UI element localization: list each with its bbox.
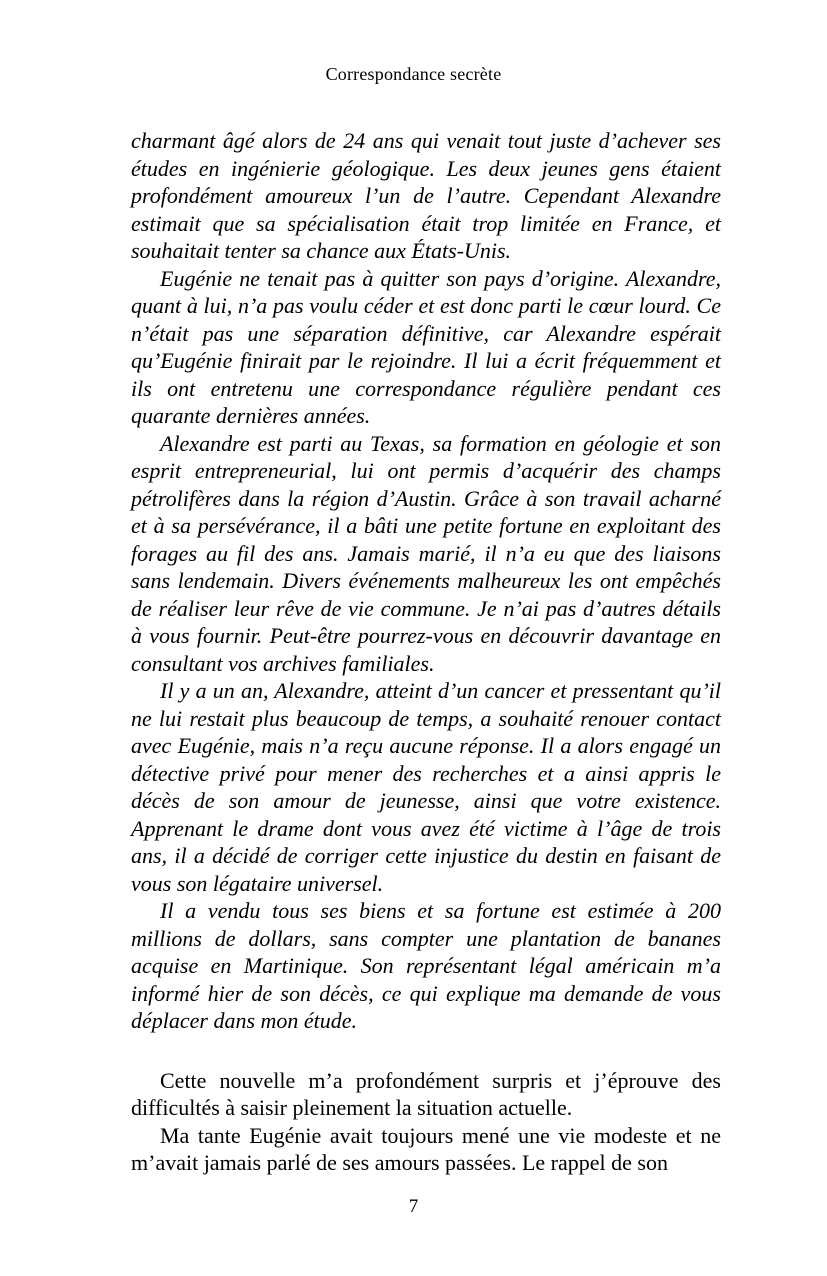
paragraph: Cette nouvelle m’a profondément surpris et j’éprouve des difficultés à saisir pleinement la situation actuelle.: [131, 1067, 721, 1120]
paragraph: Il a vendu tous ses biens et sa fortune est estimée à 200 millions de dollars, sans compter une plantation de bananes acquise en Martinique. Son représentant légal américain m’a informé hier de son décès, ce qui explique ma demande de vous déplacer dans mon étude.: [131, 898, 721, 1033]
paragraph: Alexandre est parti au Texas, sa formation en géologie et son esprit entrepreneurial, lui ont permis d’acquérir des champs pétrolifères dans la région d’Austin. Grâce à son travail acharné et à sa persévérance, il a bâti une petite fortune en exploitant des forages au fil des ans. Jamais marié, il n’a eu que des liaisons sans lendemain. Divers événements malheureux les ont empêchés de réaliser leur rêve de vie commune. Je n’ai pas d’autres détails à vous fournir. Peut-être pourrez-vous en découvrir davantage en consultant vos archives familiales.: [131, 430, 721, 676]
paragraph: Eugénie ne tenait pas à quitter son pays d’origine. Alexandre, quant à lui, n’a pas voulu céder et est donc parti le cœur lourd. Ce n’était pas une séparation définitive, car Alexandre espérait qu’Eugénie finirait par le rejoindre. Il lui a écrit fréquemment et ils ont entretenu une correspondance régulière pendant ces quarante dernières années.: [131, 265, 721, 428]
paragraph: Ma tante Eugénie avait toujours mené une vie modeste et ne m’avait jamais parlé de ses amours passées. Le rappel de son: [131, 1122, 721, 1175]
page-body: [131, 127, 721, 1177]
page-number: 7: [408, 1196, 419, 1217]
running-header: Correspondance secrète: [325, 64, 502, 84]
paragraph-continued: charmant âgé alors de 24 ans qui venait tout juste d’achever ses études en ingénierie géologique. Les deux jeunes gens étaient profondément amoureux l’un de l’autre. Cependant Alexandre estimait que sa spécialisation était trop limitée en France, et souhaitait tenter sa chance aux États-Unis.: [131, 128, 721, 263]
paragraph: Il y a un an, Alexandre, atteint d’un cancer et pressentant qu’il ne lui restait plus beaucoup de temps, a souhaité renouer contact avec Eugénie, mais n’a reçu aucune réponse. Il a alors engagé un détective privé pour mener des recherches et a ainsi appris le décès de son amour de jeunesse, ainsi que votre existence. Apprenant le drame dont vous avez été victime à l’âge de trois ans, il a décidé de corriger cette injustice du destin en faisant de vous son légataire universel.: [131, 678, 721, 896]
